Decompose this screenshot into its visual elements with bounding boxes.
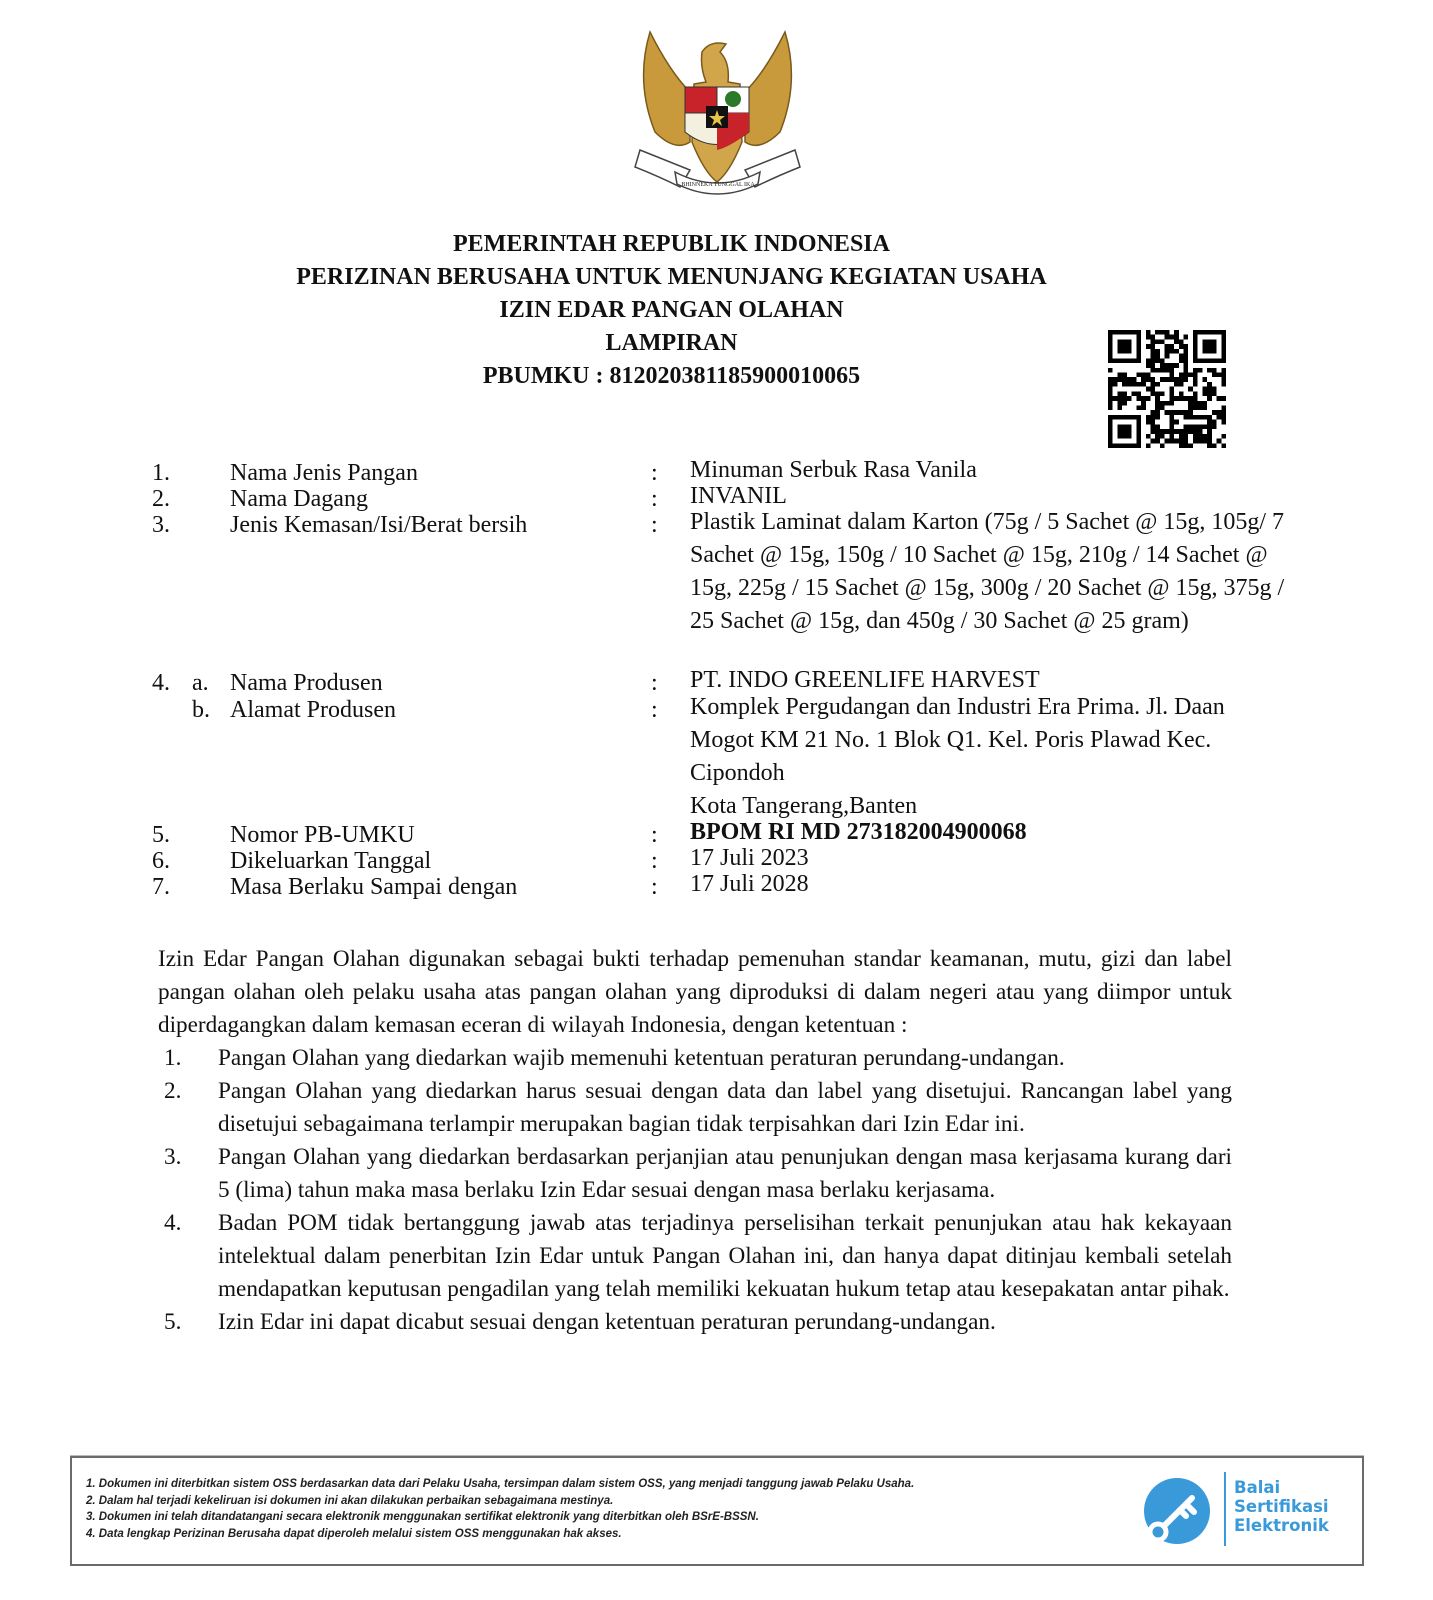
condition-number: 3. — [164, 1144, 182, 1170]
field-label: Jenis Kemasan/Isi/Berat bersih — [230, 512, 528, 538]
header-line-licensing: PERIZINAN BERUSAHA UNTUK MENUNJANG KEGIATAN USAHA — [296, 264, 1047, 290]
field-colon: : — [651, 512, 658, 538]
footer-note: 1. Dokumen ini diterbitkan sistem OSS berdasarkan data dari Pelaku Usaha, tersimpan dalam sistem OSS, yang menjadi tanggung jawab Pelaku Usaha. — [86, 1478, 915, 1490]
condition-text: Pangan Olahan yang diedarkan harus sesuai dengan data dan label yang disetujui. Rancangan label yang disetujui sebagaimana terlampir merupakan bagian tidak terpisahkan dari Izin Edar ini. — [218, 1078, 1232, 1137]
field-label: Nomor PB-UMKU — [230, 822, 415, 848]
terms-section — [158, 943, 1232, 1339]
field-label: Dikeluarkan Tanggal — [230, 848, 432, 874]
field-sub-letter: a. — [192, 670, 209, 696]
logo-text-line: Balai — [1234, 1478, 1281, 1497]
footer-notes — [86, 1476, 914, 1542]
field-label: Nama Dagang — [230, 486, 368, 512]
field-value: Minuman Serbuk Rasa Vanila — [690, 457, 977, 483]
field-colon: : — [651, 670, 658, 696]
emblem-motto: BHINNEKA TUNGGAL IKA — [681, 182, 755, 188]
footer-disclaimer-box — [70, 1456, 1364, 1566]
field-value — [690, 691, 1290, 823]
condition-text: Pangan Olahan yang diedarkan wajib memenuhi ketentuan peraturan perundang-undangan. — [218, 1045, 1065, 1071]
key-icon — [1142, 1476, 1212, 1546]
condition-item — [158, 1042, 1232, 1075]
field-number: 7. — [152, 874, 170, 900]
field-value: INVANIL — [690, 483, 787, 509]
condition-number: 5. — [164, 1309, 182, 1335]
field-number: 2. — [152, 486, 170, 512]
field-label: Masa Berlaku Sampai dengan — [230, 874, 518, 900]
footer-note: 4. Data lengkap Perizinan Berusaha dapat diperoleh melalui sistem OSS menggunakan hak akses. — [86, 1527, 622, 1540]
condition-number: 1. — [164, 1045, 182, 1071]
field-label: Nama Jenis Pangan — [230, 460, 418, 486]
condition-item — [158, 1075, 1232, 1141]
registration-number: BPOM RI MD 273182004900068 — [690, 819, 1027, 845]
field-label: Nama Produsen — [230, 670, 383, 696]
address-line: Komplek Pergudangan dan Industri Era Prima. Jl. Daan Mogot KM 21 No. 1 Blok Q1. Kel. Poris Plawad Kec. Cipondoh — [690, 694, 1225, 786]
field-colon: : — [651, 486, 658, 512]
footer-note: 2. Dalam hal terjadi kekeliruan isi dokumen ini akan dilakukan perbaikan sebagaimana mestinya. — [86, 1494, 614, 1507]
terms-intro: Izin Edar Pangan Olahan digunakan sebagai bukti terhadap pemenuhan standar keamanan, mutu, gizi dan label pangan olahan oleh pelaku usaha atas pangan olahan yang diproduksi di dalam negeri atau yang diimpor untuk diperdagangkan dalam kemasan eceran di wilayah Indonesia, dengan ketentuan : — [158, 946, 1232, 1038]
header-line-government: PEMERINTAH REPUBLIK INDONESIA — [453, 231, 890, 257]
condition-item — [158, 1207, 1232, 1306]
bsre-logo — [1142, 1470, 1342, 1550]
expiry-date: 17 Juli 2028 — [690, 871, 809, 897]
field-colon: : — [651, 874, 658, 900]
logo-divider — [1224, 1472, 1226, 1546]
bsre-logo-text — [1234, 1478, 1329, 1535]
condition-item — [158, 1141, 1232, 1207]
field-value: Plastik Laminat dalam Karton (75g / 5 Sachet @ 15g, 105g/ 7 Sachet @ 15g, 150g / 10 Sachet @ 15g, 210g / 14 Sachet @ 15g, 225g / 15 Sachet @ 15g, 300g / 20 Sachet @ 15g, 375g / 25 Sachet @ 15g, dan 450g / 30 Sachet @ 25 gram) — [690, 509, 1285, 634]
field-value: PT. INDO GREENLIFE HARVEST — [690, 667, 1040, 693]
field-label: Alamat Produsen — [230, 697, 396, 723]
condition-number: 2. — [164, 1078, 182, 1104]
field-number: 3. — [152, 512, 170, 538]
footer-note: 3. Dokumen ini telah ditandatangani secara elektronik menggunakan sertifikat elektronik yang diterbitkan oleh BSrE-BSSN. — [86, 1511, 759, 1523]
field-number: 5. — [152, 822, 170, 848]
condition-text: Badan POM tidak bertanggung jawab atas terjadinya perselisihan terkait penunjukan atau hak kekayaan intelektual dalam penerbitan Izin Edar untuk Pangan Olahan ini, dan hanya dapat ditinjau kembali setelah mendapatkan keputusan pengadilan yang telah memiliki kekuatan hukum tetap atau kesepakatan antar pihak. — [218, 1210, 1232, 1302]
condition-item — [158, 1306, 1232, 1339]
address-city: Kota Tangerang,Banten — [690, 793, 918, 819]
header-line-pbumku: PBUMKU : 812020381185900010065 — [482, 363, 861, 389]
header-line-permit-type: IZIN EDAR PANGAN OLAHAN — [499, 297, 844, 323]
garuda-emblem-icon — [630, 22, 805, 200]
field-sub-letter: b. — [192, 697, 210, 723]
condition-number: 4. — [164, 1210, 182, 1236]
logo-text-line: Elektronik — [1234, 1516, 1329, 1535]
header-line-attachment: LAMPIRAN — [605, 330, 738, 356]
field-number: 1. — [152, 460, 170, 486]
field-colon: : — [651, 822, 658, 848]
field-number: 4. — [152, 670, 170, 696]
field-colon: : — [651, 848, 658, 874]
issue-date: 17 Juli 2023 — [690, 845, 809, 871]
condition-text: Pangan Olahan yang diedarkan berdasarkan perjanjian atau penunjukan dengan masa kerjasama kurang dari 5 (lima) tahun maka masa berlaku Izin Edar sesuai dengan masa berlaku kerjasama. — [218, 1144, 1232, 1203]
qr-code-icon[interactable] — [1108, 330, 1226, 448]
field-colon: : — [651, 697, 658, 723]
logo-text-line: Sertifikasi — [1234, 1497, 1329, 1516]
field-number: 6. — [152, 848, 170, 874]
field-colon: : — [651, 460, 658, 486]
condition-text: Izin Edar ini dapat dicabut sesuai dengan ketentuan peraturan perundang-undangan. — [218, 1309, 996, 1335]
